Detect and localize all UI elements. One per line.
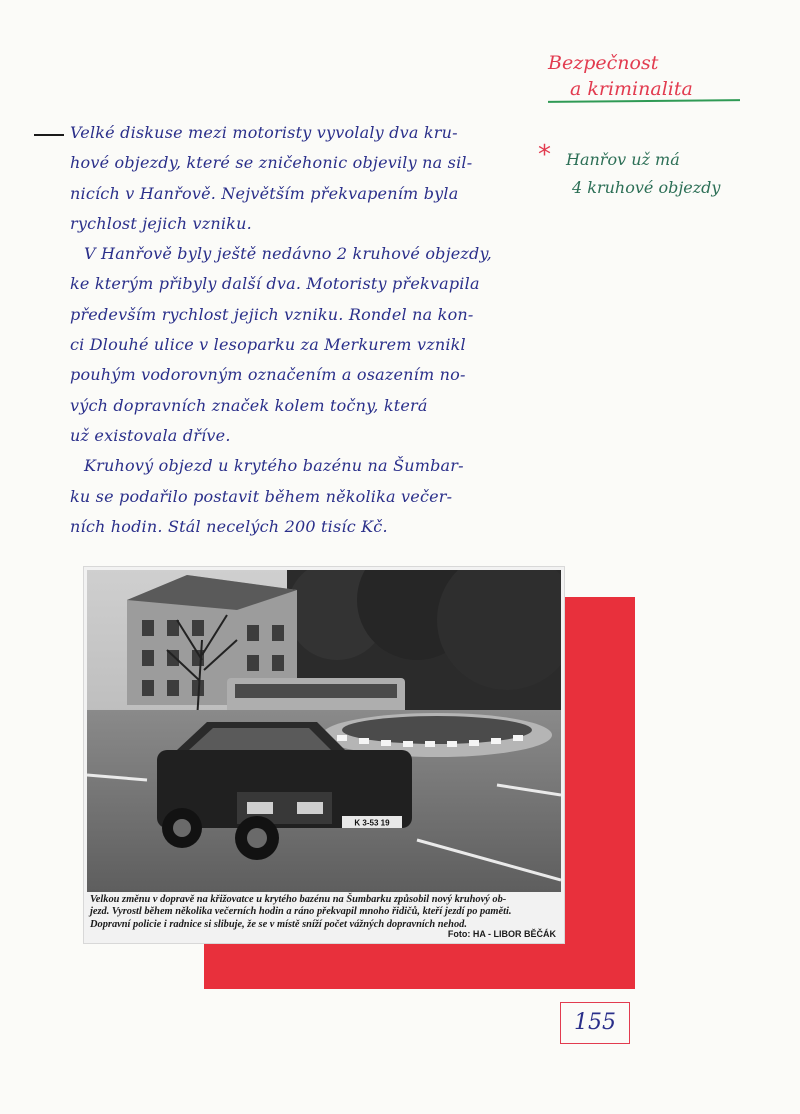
text-line: rychlost jejich vzniku.: [70, 213, 252, 233]
title-underline: [548, 99, 740, 103]
section-title: [548, 50, 748, 102]
caption-line: Velkou změnu v dopravě na křižovatce u krytého bazénu na Šumbarku způsobil nový kruhový ob-: [90, 894, 507, 905]
text-line: hové objezdy, které se zničehonic objevily na sil-: [70, 153, 473, 173]
text-line: především rychlost jejich vzniku. Rondel na kon-: [70, 304, 474, 324]
text-line: Kruhový objezd u krytého bazénu na Šumbar-: [84, 456, 464, 476]
page-number: 155: [560, 1002, 630, 1044]
text-line: V Hanřově byly ještě nedávno 2 kruhové objezdy,: [84, 244, 492, 264]
text-line: Velké diskuse mezi motoristy vyvolaly dva kru-: [70, 123, 458, 142]
text-line: vých dopravních značek kolem točny, která: [70, 395, 428, 415]
text-line: ke kterým přibyly další dva. Motoristy překvapila: [70, 274, 480, 294]
section-title-line2: a kriminalita: [570, 78, 693, 100]
caption-line: Dopravní policie i radnice si slibuje, že se v místě sníží počet vážných dopravních nehod.: [90, 918, 467, 930]
handwritten-article: [70, 118, 545, 542]
bullet-dash: [34, 134, 64, 136]
text-line: pouhým vodorovným označením a osazením no-: [70, 365, 466, 385]
photo-credit: Foto: HA - LIBOR BĚČÁK: [447, 929, 556, 939]
text-line: ci Dlouhé ulice v lesoparku za Merkurem vznikl: [70, 335, 466, 355]
asterisk-icon: *: [538, 140, 551, 170]
margin-note-line1: Hanřov už má: [566, 150, 680, 169]
text-line: ních hodin. Stál necelých 200 tisíc Kč.: [70, 516, 388, 536]
roundabout-photo: [87, 570, 561, 892]
margin-note-line2: 4 kruhové objezdy: [572, 178, 721, 197]
photo-caption: [90, 894, 558, 931]
section-title-line1: Bezpečnost: [548, 52, 659, 74]
text-line: ku se podařilo postavit během několika večer-: [70, 486, 453, 506]
newspaper-clipping: [84, 567, 564, 943]
caption-line: jezd. Vyrostl během několika večerních hodin a ráno překvapil mnoho řidičů, kteří jezdí po paměti.: [90, 906, 512, 918]
text-line: už existovala dříve.: [70, 425, 231, 445]
text-line: nicích v Hanřově. Největším překvapením byla: [70, 183, 459, 203]
margin-note: [566, 146, 786, 202]
license-plate: K 3-53 19: [354, 818, 390, 828]
